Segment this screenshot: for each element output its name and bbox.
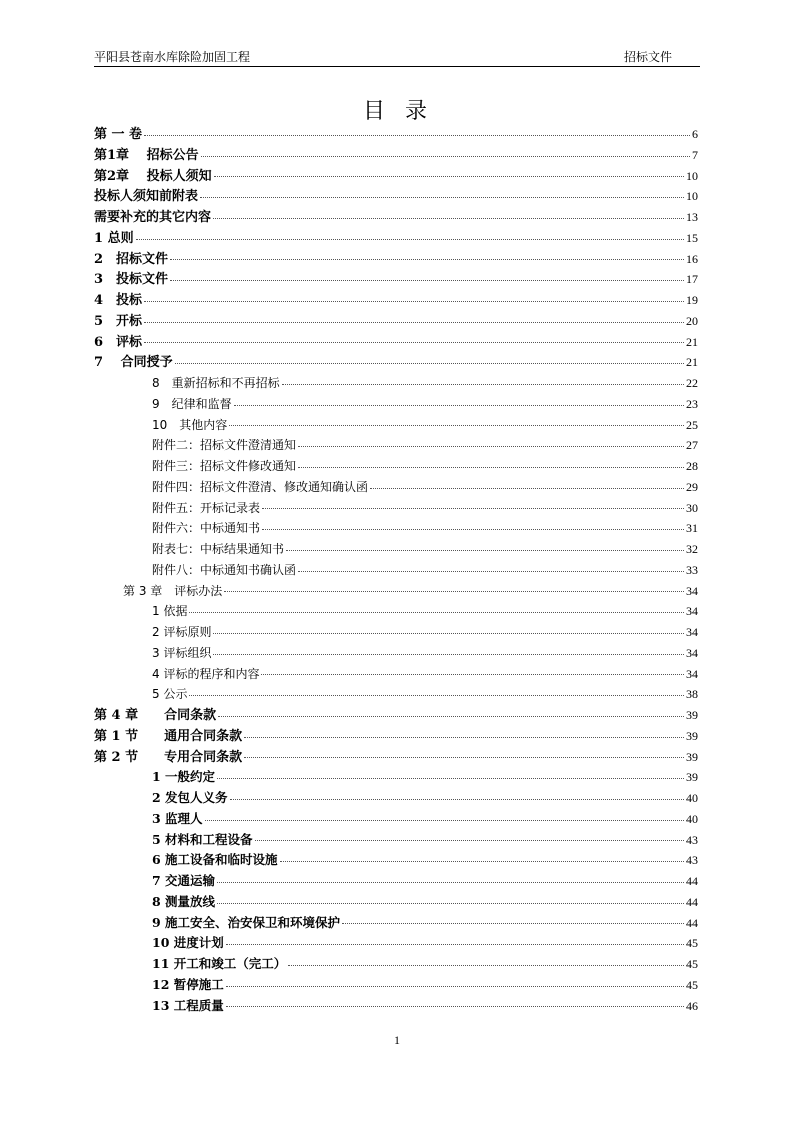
toc-entry-label: 7 合同授予 <box>94 355 173 371</box>
toc-entry[interactable] <box>94 560 698 581</box>
toc-entry-label: 3 投标文件 <box>94 272 169 288</box>
dot-leader <box>262 508 684 509</box>
toc-entry-label: 第1章 招标公告 <box>94 147 199 163</box>
toc-entry[interactable] <box>94 373 698 394</box>
toc-entry-label: 第 4 章 合同条款 <box>94 708 217 723</box>
toc-entry[interactable] <box>94 643 698 664</box>
toc-entry[interactable] <box>94 788 698 809</box>
toc-entry[interactable] <box>94 996 698 1017</box>
toc-entry-page: 45 <box>686 936 698 951</box>
dot-leader <box>170 280 684 281</box>
toc-entry-page: 15 <box>686 230 698 245</box>
dot-leader <box>200 197 684 198</box>
dot-leader <box>218 716 684 717</box>
toc-entry[interactable] <box>94 726 698 747</box>
toc-entry[interactable] <box>94 477 698 498</box>
toc-entry-label: 需要补充的其它内容 <box>94 210 212 225</box>
dot-leader <box>136 239 684 240</box>
toc-entry-page: 34 <box>686 625 698 639</box>
dot-leader <box>144 135 690 136</box>
toc-entry-page: 40 <box>686 791 698 805</box>
toc-entry-label: 第 1 节 通用合同条款 <box>94 728 243 744</box>
dot-leader <box>226 986 684 987</box>
toc-entry[interactable] <box>94 311 698 332</box>
toc-entry-label: 10 其他内容 <box>152 417 228 432</box>
toc-entry-label: 第 一 卷 <box>94 127 143 142</box>
toc-entry-page: 10 <box>686 189 698 204</box>
toc-entry[interactable] <box>94 975 698 996</box>
page-number: 1 <box>394 1033 400 1047</box>
toc-entry[interactable] <box>94 332 698 353</box>
toc-entry-label: 6 评标 <box>94 334 143 350</box>
toc-entry-label: 1 总则 <box>94 230 134 246</box>
dot-leader <box>144 342 684 343</box>
toc-entry[interactable] <box>94 518 698 539</box>
toc-entry[interactable] <box>94 830 698 851</box>
toc-entry-page: 30 <box>686 500 698 515</box>
dot-leader <box>298 467 684 468</box>
dot-leader <box>205 820 684 821</box>
toc-entry-page: 17 <box>686 272 698 287</box>
toc-entry[interactable] <box>94 809 698 830</box>
toc-entry-page: 6 <box>692 127 698 141</box>
toc-entry-page: 22 <box>686 376 698 390</box>
toc-entry-page: 34 <box>686 583 698 598</box>
toc-entry-page: 7 <box>692 147 698 162</box>
dot-leader <box>230 799 684 800</box>
toc-entry[interactable] <box>94 850 698 871</box>
toc-entry-page: 46 <box>686 998 698 1013</box>
toc-entry-page: 39 <box>686 708 698 722</box>
dot-leader <box>213 218 684 219</box>
toc-entry[interactable] <box>94 581 698 602</box>
toc-entry[interactable] <box>94 207 698 228</box>
toc-entry-page: 33 <box>686 562 698 577</box>
toc-entry-page: 44 <box>686 874 698 888</box>
toc-entry-page: 34 <box>686 604 698 619</box>
toc-entry[interactable] <box>94 913 698 934</box>
toc-entry-label: 附件八：中标通知书确认函 <box>152 562 297 577</box>
toc-entry-label: 9 施工安全、治安保卫和环境保护 <box>152 914 341 930</box>
dot-leader <box>342 923 684 924</box>
toc-entry[interactable] <box>94 435 698 456</box>
toc-entry-label: 1 一般约定 <box>152 769 216 785</box>
toc-entry-label: 2 发包人义务 <box>152 790 228 805</box>
dot-leader <box>214 176 684 177</box>
dot-leader <box>224 591 684 592</box>
toc-entry[interactable] <box>94 664 698 685</box>
table-of-contents <box>94 124 698 1016</box>
dot-leader <box>144 301 684 302</box>
toc-entry-page: 27 <box>686 438 698 453</box>
dot-leader <box>298 446 684 447</box>
toc-entry-label: 7 交通运输 <box>152 873 216 888</box>
toc-entry-page: 31 <box>686 521 698 536</box>
dot-leader <box>229 425 684 426</box>
toc-entry-label: 8 重新招标和不再招标 <box>152 376 280 390</box>
toc-entry-page: 43 <box>686 853 698 868</box>
toc-entry-page: 34 <box>686 645 698 660</box>
toc-entry-page: 28 <box>686 459 698 473</box>
toc-entry-label: 4 投标 <box>94 293 143 308</box>
toc-entry-label: 投标人须知前附表 <box>94 189 199 205</box>
toc-entry[interactable] <box>94 290 698 311</box>
toc-entry-label: 11 开工和竣工（完工） <box>152 956 287 971</box>
toc-entry-label: 13 工程质量 <box>152 997 224 1013</box>
toc-entry[interactable] <box>94 394 698 415</box>
document-type: 招标文件 <box>623 50 672 64</box>
toc-entry[interactable] <box>94 954 698 975</box>
toc-entry[interactable] <box>94 166 698 187</box>
toc-entry-label: 附件二：招标文件澄清通知 <box>152 438 297 453</box>
dot-leader <box>217 903 684 904</box>
toc-entry[interactable] <box>94 767 698 788</box>
toc-entry-label: 第2章 投标人须知 <box>94 168 212 184</box>
toc-entry-label: 5 公示 <box>152 687 188 702</box>
toc-entry-page: 25 <box>686 417 698 432</box>
toc-entry-page: 44 <box>686 915 698 930</box>
toc-entry-label: 4 评标的程序和内容 <box>152 666 260 681</box>
toc-entry[interactable] <box>94 933 698 954</box>
dot-leader <box>170 259 684 260</box>
dot-leader <box>244 757 684 758</box>
toc-entry-label: 附件三：招标文件修改通知 <box>152 459 297 473</box>
toc-entry-label: 第 3 章 评标办法 <box>123 583 223 598</box>
dot-leader <box>288 965 684 966</box>
toc-entry-page: 19 <box>686 293 698 307</box>
dot-leader <box>282 384 684 385</box>
dot-leader <box>213 654 684 655</box>
toc-entry[interactable] <box>94 498 698 519</box>
toc-entry-page: 45 <box>686 977 698 992</box>
toc-entry-page: 23 <box>686 396 698 411</box>
dot-leader <box>255 840 684 841</box>
toc-entry-label: 2 招标文件 <box>94 251 169 267</box>
toc-entry[interactable] <box>94 124 698 145</box>
toc-entry-page: 45 <box>686 957 698 971</box>
toc-entry[interactable] <box>94 892 698 913</box>
toc-entry[interactable] <box>94 601 698 622</box>
dot-leader <box>280 861 684 862</box>
toc-entry-page: 16 <box>686 251 698 266</box>
dot-leader <box>226 944 684 945</box>
toc-entry-page: 44 <box>686 894 698 909</box>
dot-leader <box>201 156 690 157</box>
toc-entry-label: 3 评标组织 <box>152 645 212 660</box>
toc-entry-page: 39 <box>686 728 698 743</box>
toc-entry-page: 39 <box>686 770 698 785</box>
toc-entry-page: 20 <box>686 313 698 328</box>
toc-entry[interactable] <box>94 269 698 290</box>
toc-entry-label: 10 进度计划 <box>152 935 224 951</box>
toc-entry[interactable] <box>94 456 698 477</box>
toc-entry[interactable] <box>94 228 698 249</box>
toc-entry-label: 3 监理人 <box>152 810 203 826</box>
toc-entry-page: 38 <box>686 687 698 702</box>
toc-entry-page: 21 <box>686 355 698 370</box>
toc-entry-page: 40 <box>686 811 698 826</box>
toc-entry[interactable] <box>94 186 698 207</box>
dot-leader <box>286 550 684 551</box>
toc-entry[interactable] <box>94 415 698 436</box>
toc-entry-label: 12 暂停施工 <box>152 976 224 992</box>
toc-entry[interactable] <box>94 352 698 373</box>
page-header <box>94 48 700 67</box>
dot-leader <box>226 1006 684 1007</box>
toc-entry-label: 附件六：中标通知书 <box>152 521 261 536</box>
dot-leader <box>175 363 684 364</box>
dot-leader <box>144 322 684 323</box>
project-name: 平阳县苍南水库除险加固工程 <box>94 50 251 64</box>
toc-entry[interactable] <box>94 684 698 705</box>
dot-leader <box>234 405 684 406</box>
toc-entry-page: 21 <box>686 334 698 349</box>
toc-entry-label: 1 依据 <box>152 604 188 619</box>
toc-title: 目录 <box>362 99 447 124</box>
dot-leader <box>217 882 684 883</box>
dot-leader <box>189 695 684 696</box>
toc-entry-label: 5 开标 <box>94 313 143 329</box>
toc-entry-page: 10 <box>686 168 698 183</box>
toc-entry-label: 附件四：招标文件澄清、修改通知确认函 <box>152 479 369 494</box>
toc-entry-page: 43 <box>686 832 698 847</box>
toc-entry-label: 附表七：中标结果通知书 <box>152 542 285 556</box>
dot-leader <box>217 778 684 779</box>
toc-entry-label: 附件五：开标记录表 <box>152 500 261 515</box>
dot-leader <box>298 571 684 572</box>
toc-entry-label: 2 评标原则 <box>152 625 212 639</box>
dot-leader <box>261 674 684 675</box>
toc-entry-page: 39 <box>686 749 698 764</box>
dot-leader <box>262 529 684 530</box>
toc-entry[interactable] <box>94 705 698 726</box>
toc-entry-label: 第 2 节 专用合同条款 <box>94 749 243 765</box>
dot-leader <box>213 633 684 634</box>
toc-entry[interactable] <box>94 249 698 270</box>
toc-entry-page: 32 <box>686 542 698 556</box>
toc-entry-page: 34 <box>686 666 698 681</box>
toc-entry[interactable] <box>94 145 698 166</box>
toc-entry-label: 8 测量放线 <box>152 893 216 909</box>
dot-leader <box>370 488 684 489</box>
toc-entry[interactable] <box>94 871 698 892</box>
dot-leader <box>244 737 684 738</box>
toc-entry-page: 13 <box>686 210 698 224</box>
toc-entry-label: 5 材料和工程设备 <box>152 831 253 847</box>
toc-entry-label: 9 纪律和监督 <box>152 396 232 411</box>
toc-entry-label: 6 施工设备和临时设施 <box>152 852 278 868</box>
toc-entry[interactable] <box>94 747 698 768</box>
toc-entry[interactable] <box>94 539 698 560</box>
dot-leader <box>189 612 684 613</box>
toc-entry[interactable] <box>94 622 698 643</box>
toc-entry-page: 29 <box>686 479 698 494</box>
